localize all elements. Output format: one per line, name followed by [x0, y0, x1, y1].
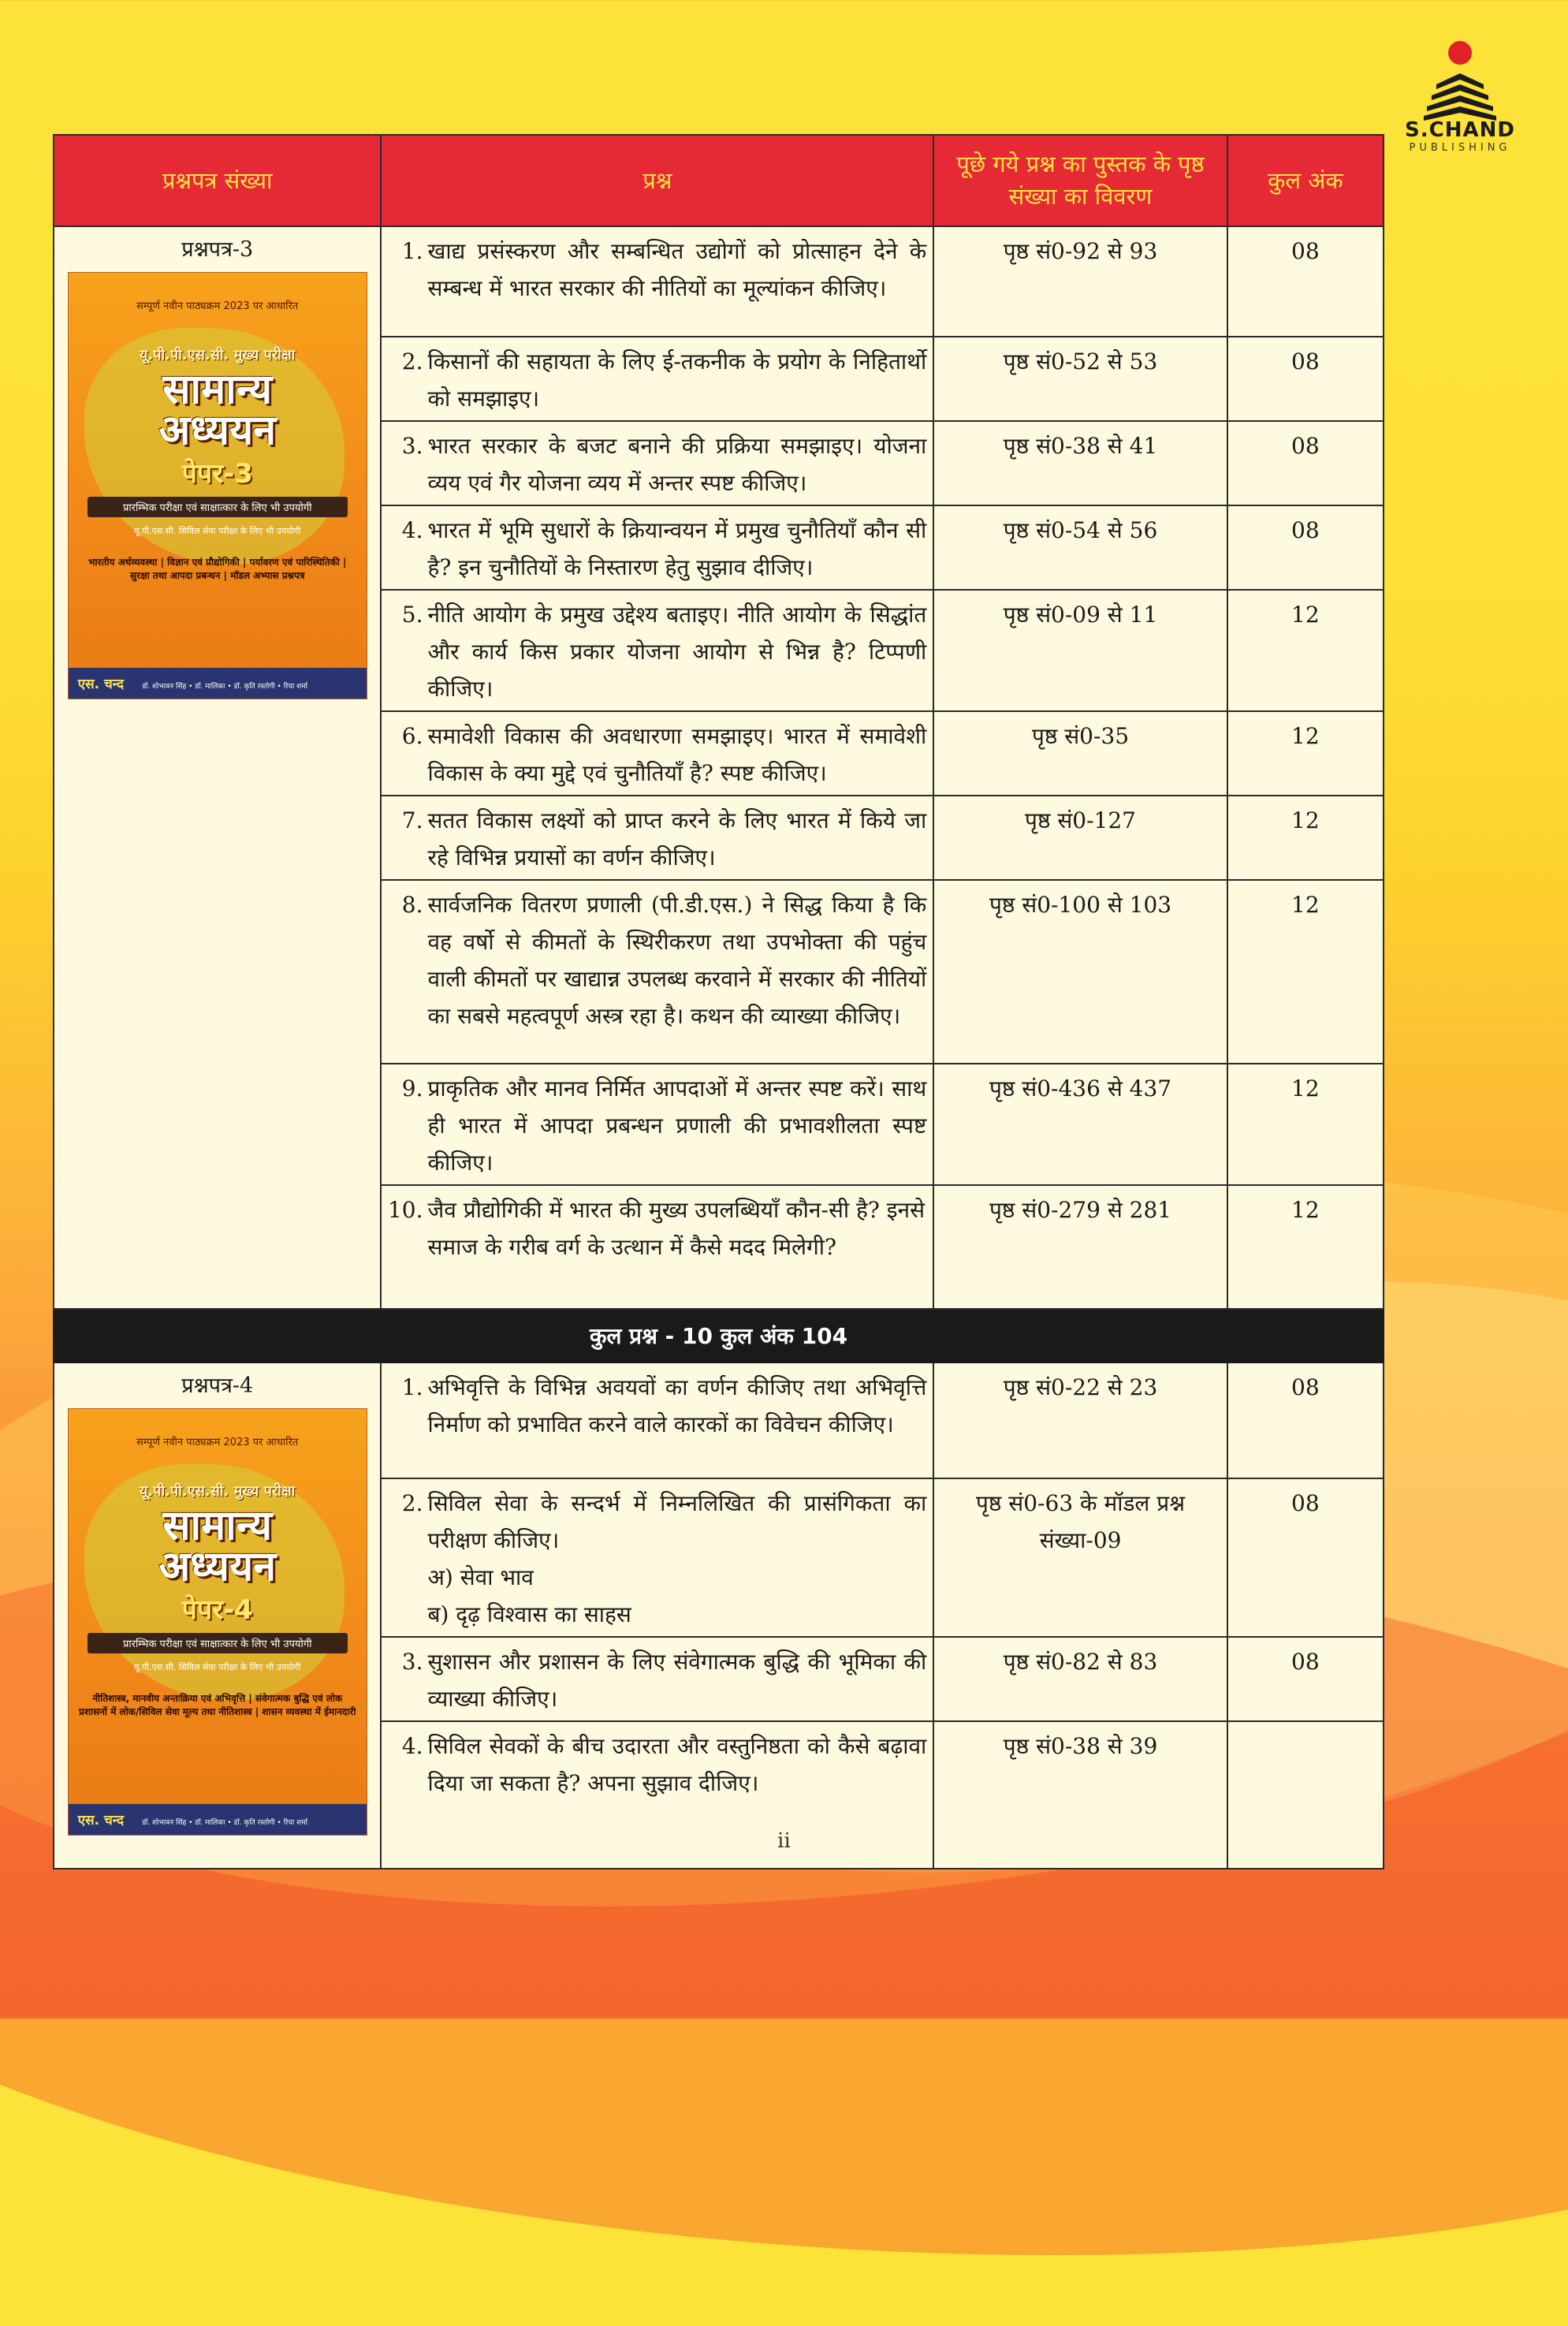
publisher-logo — [1397, 39, 1523, 158]
table-row — [54, 1362, 1384, 1478]
question-number: 1. — [401, 238, 423, 264]
logo-subtitle: PUBLISHING — [1409, 142, 1511, 154]
cover-paper: पेपर-3 — [181, 458, 253, 490]
question-text: सतत विकास लक्ष्यों को प्राप्त करने के लिए भारत में किये जा रहे विभिन्न प्रयासों का वर्णन कीजिए। — [427, 807, 927, 870]
header-page-details: पूछे गये प्रश्न का पुस्तक के पृष्ठ संख्या का विवरण — [933, 135, 1227, 226]
logo-name: S.CHAND — [1405, 118, 1515, 142]
question-table — [53, 134, 1384, 1869]
page-reference: पृष्ठ सं0-100 से 103 — [933, 880, 1227, 1064]
question-text: भारत सरकार के बजट बनाने की प्रक्रिया समझाइए। योजना व्यय एवं गैर योजना व्यय में अन्तर स्पष्ट कीजिए। — [427, 433, 927, 496]
question-text: नीति आयोग के प्रमुख उद्देश्य बताइए। नीति आयोग के सिद्धांत और कार्य किस प्रकार योजना आयोग से भिन्न है? टिप्पणी कीजिए। — [427, 602, 927, 702]
paper-label: प्रश्नपत्र-3 — [181, 237, 254, 262]
question-text — [427, 1485, 926, 1633]
question-text: अभिवृत्ति के विभिन्न अवयवों का वर्णन कीजिए तथा अभिवृत्ति निर्माण को प्रभावित करने वाले कारकों का विवेचन कीजिए। — [427, 1374, 927, 1437]
page-reference: पृष्ठ सं0-63 के मॉडल प्रश्न संख्या-09 — [933, 1478, 1227, 1637]
table-row — [54, 226, 1384, 337]
page-reference: पृष्ठ सं0-54 से 56 — [933, 505, 1227, 590]
question-cell — [381, 1478, 933, 1637]
question-cell — [381, 590, 933, 711]
cover-tagline: सम्पूर्ण नवीन पाठ्यक्रम 2023 पर आधारित — [136, 1437, 299, 1448]
page-reference: पृष्ठ सं0-38 से 39 — [933, 1721, 1227, 1869]
page-reference: पृष्ठ सं0-436 से 437 — [933, 1064, 1227, 1185]
question-cell — [381, 226, 933, 337]
question-cell — [381, 1637, 933, 1721]
table-header-row — [54, 135, 1384, 226]
header-question: प्रश्न — [381, 135, 933, 226]
marks: 12 — [1227, 1064, 1384, 1185]
cover-tagline: सम्पूर्ण नवीन पाठ्यक्रम 2023 पर आधारित — [136, 300, 299, 312]
cover-title: अध्ययन — [158, 1543, 276, 1590]
header-paper-number: प्रश्नपत्र संख्या — [54, 135, 381, 226]
question-cell — [381, 505, 933, 590]
question-text: सार्वजनिक वितरण प्रणाली (पी.डी.एस.) ने सिद्ध किया है कि वह वर्षो से कीमतों के स्थिरीकरण तथा उपभोक्ता की पहुंच वाली कीमतों पर खाद्यान्न उपलब्ध करवाने में सरकार की नीतियों का सबसे महत्वपूर्ण अस्त्र रहा है। कथन की व्याख्या कीजिए। — [427, 892, 927, 1029]
page-reference: पृष्ठ सं0-09 से 11 — [933, 590, 1227, 711]
question-number: 4. — [401, 517, 423, 543]
cover-topics: भारतीय अर्थव्यवस्था | विज्ञान एवं प्रौद्योगिकी | पर्यावरण एवं पारिस्थितिकी | सुरक्षा तथा आपदा प्रबन्धन | मॉडल अभ्यास प्रश्नपत्र — [88, 557, 347, 582]
page-reference: पृष्ठ सं0-52 से 53 — [933, 337, 1227, 421]
cover-publisher: एस. चन्द — [77, 677, 125, 692]
question-cell — [381, 796, 933, 880]
marks: 08 — [1227, 226, 1384, 337]
question-cell — [381, 337, 933, 421]
book-cover-image — [68, 272, 367, 699]
question-text: जैव प्रौद्योगिकी में भारत की मुख्य उपलब्धियाँ कौन-सी है? इनसे समाज के गरीब वर्ग के उत्थान में कैसे मदद मिलेगी? — [427, 1197, 926, 1260]
cover-authors: डॉ. शोभावन सिंह • डॉ. मालिका • डॉ. कृति रस्तोगी • रिया शर्मा — [142, 1819, 307, 1827]
marks: 08 — [1227, 1478, 1384, 1637]
question-number: 2. — [401, 349, 423, 375]
paper-cell — [54, 226, 381, 1309]
question-text: खाद्य प्रसंस्करण और सम्बन्धित उद्योगों को प्रोत्साहन देने के सम्बन्ध में भारत सरकार की नीतियों का मूल्यांकन कीजिए। — [427, 238, 927, 301]
page-reference: पृष्ठ सं0-279 से 281 — [933, 1185, 1227, 1309]
question-cell — [381, 711, 933, 796]
question-text: समावेशी विकास की अवधारणा समझाइए। भारत में समावेशी विकास के क्या मुद्दे एवं चुनौतियाँ है? स्पष्ट कीजिए। — [427, 723, 927, 786]
logo-sun-icon — [1448, 41, 1472, 65]
cover-footer — [69, 668, 367, 699]
page-reference: पृष्ठ सं0-38 से 41 — [933, 421, 1227, 505]
page-reference: पृष्ठ सं0-22 से 23 — [933, 1362, 1227, 1478]
question-number: 10. — [387, 1197, 423, 1223]
marks: 12 — [1227, 1185, 1384, 1309]
cover-strip: प्रारम्भिक परीक्षा एवं साक्षात्कार के लिए भी उपयोगी — [88, 1633, 348, 1653]
page-reference: पृष्ठ सं0-92 से 93 — [933, 226, 1227, 337]
page-reference: पृष्ठ सं0-127 — [933, 796, 1227, 880]
page-number: ii — [777, 1829, 791, 1853]
cover-topics: नीतिशास्त्र, मानवीय अन्तःक्रिया एवं अभिवृत्ति | संवेगात्मक बुद्धि एवं लोक प्रशासनों में लोक/सिविल सेवा मूल्य तथा नीतिशास्त्र | शासन व्यवस्था में ईमानदारी — [79, 1693, 356, 1718]
question-text: किसानों की सहायता के लिए ई-तकनीक के प्रयोग के निहितार्थो को समझाइए। — [427, 349, 927, 412]
book-cover-image — [68, 1408, 367, 1836]
question-number: 4. — [401, 1733, 423, 1759]
marks: 12 — [1227, 711, 1384, 796]
question-text: भारत में भूमि सुधारों के क्रियान्वयन में प्रमुख चुनौतियाँ कौन सी है? इन चुनौतियों के निस्तारण हेतु सुझाव दीजिए। — [427, 517, 927, 580]
cover-publisher: एस. चन्द — [77, 1813, 125, 1828]
marks: 08 — [1227, 337, 1384, 421]
paper-cell — [54, 1362, 381, 1869]
question-number: 6. — [401, 723, 423, 749]
cover-title: अध्ययन — [158, 407, 276, 454]
question-number: 3. — [401, 433, 423, 459]
cover-authors: डॉ. शोभावन सिंह • डॉ. मालिका • डॉ. कृति रस्तोगी • रिया शर्मा — [142, 683, 307, 691]
question-number: 7. — [401, 807, 423, 833]
question-cell — [381, 421, 933, 505]
question-text: सुशासन और प्रशासन के लिए संवेगात्मक बुद्धि की भूमिका की व्याख्या कीजिए। — [427, 1649, 927, 1712]
cover-note: यू.पी.एस.सी. सिविल सेवा परीक्षा के लिए भी उपयोगी — [134, 1662, 301, 1672]
question-number: 2. — [401, 1490, 423, 1516]
question-number: 9. — [401, 1075, 423, 1101]
question-text-main: सिविल सेवा के सन्दर्भ में निम्नलिखित की प्रासंगिकता का परीक्षण कीजिए। — [427, 1490, 927, 1553]
marks: 12 — [1227, 880, 1384, 1064]
cover-exam: यू.पी.पी.एस.सी. मुख्य परीक्षा — [140, 347, 296, 363]
logo-book-icon — [1421, 67, 1499, 122]
cover-exam: यू.पी.पी.एस.सी. मुख्य परीक्षा — [140, 1483, 296, 1500]
sub-part: ब) दृढ़ विश्वास का साहस — [427, 1601, 631, 1627]
question-number: 5. — [401, 602, 423, 628]
marks: 12 — [1227, 590, 1384, 711]
marks: 08 — [1227, 1637, 1384, 1721]
page-reference: पृष्ठ सं0-82 से 83 — [933, 1637, 1227, 1721]
cover-title: सामान्य — [162, 366, 273, 413]
page-reference: पृष्ठ सं0-35 — [933, 711, 1227, 796]
cover-strip: प्रारम्भिक परीक्षा एवं साक्षात्कार के लिए भी उपयोगी — [88, 497, 348, 517]
cover-title: सामान्य — [162, 1502, 273, 1549]
marks: 08 — [1227, 421, 1384, 505]
question-number: 1. — [401, 1374, 423, 1400]
cover-note: यू.पी.एस.सी. सिविल सेवा परीक्षा के लिए भी उपयोगी — [134, 526, 301, 536]
question-number: 3. — [401, 1649, 423, 1675]
cover-paper: पेपर-4 — [181, 1594, 253, 1626]
marks: 08 — [1227, 505, 1384, 590]
question-cell — [381, 1064, 933, 1185]
marks: 12 — [1227, 796, 1384, 880]
question-text: प्राकृतिक और मानव निर्मित आपदाओं में अन्तर स्पष्ट करें। साथ ही भारत में आपदा प्रबन्धन प्रणाली की प्रभावशीलता स्पष्ट कीजिए। — [427, 1075, 927, 1176]
sub-part: अ) सेवा भाव — [427, 1564, 534, 1590]
paper-label: प्रश्नपत्र-4 — [181, 1374, 254, 1398]
question-text: सिविल सेवकों के बीच उदारता और वस्तुनिष्ठता को कैसे बढ़ावा दिया जा सकता है? अपना सुझाव दीजिए। — [427, 1733, 927, 1796]
total-summary: कुल प्रश्न - 10 कुल अंक 104 — [54, 1309, 1384, 1362]
question-cell — [381, 1362, 933, 1478]
total-row — [54, 1309, 1384, 1362]
question-cell — [381, 880, 933, 1064]
header-total-marks: कुल अंक — [1227, 135, 1384, 226]
question-cell — [381, 1185, 933, 1309]
marks: 08 — [1227, 1362, 1384, 1478]
question-number: 8. — [401, 892, 423, 918]
